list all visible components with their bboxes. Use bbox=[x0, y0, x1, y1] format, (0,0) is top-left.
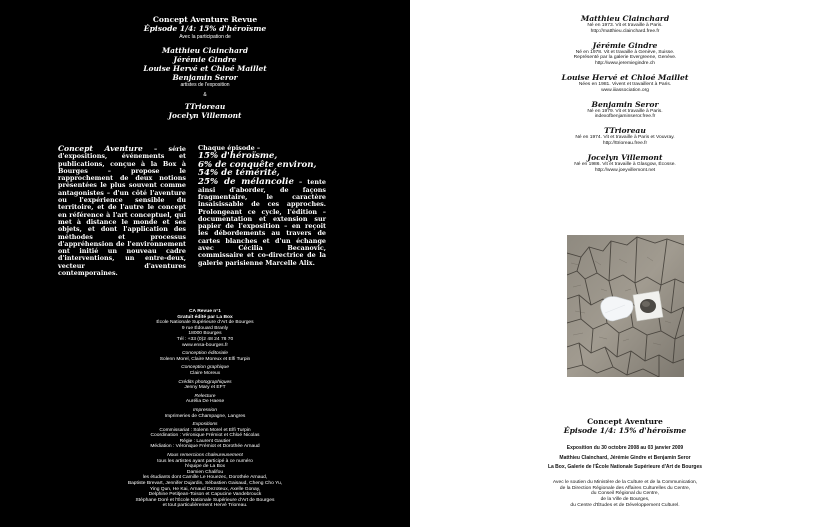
colophon-line: Conception graphique bbox=[181, 365, 229, 371]
exhibition-subtitle: Épisode 1/4: 15% d'héroïsme bbox=[563, 426, 687, 435]
exhibition-venue: La Box, Galerie de l'École Nationale Supérieure d'Art de Bourges bbox=[547, 464, 703, 471]
artist-bio-name: Matthieu Clainchard bbox=[580, 14, 670, 23]
artist-name: Matthieu Clainchard bbox=[161, 46, 248, 55]
artist-bio-line: Né en 1974. Vit et travaille à Paris et Vouvray. bbox=[575, 135, 675, 141]
artist-website-link[interactable]: http://matthieu.clainchard.free.fr bbox=[590, 28, 660, 34]
artist-bio-line: Né en 1978. Vit et travaille à Genève, Suisse. bbox=[575, 49, 675, 55]
artist-website-link[interactable]: http://www.jeremiegindre.ch bbox=[594, 61, 656, 67]
percentage-line: 15% d'héroïsme, bbox=[198, 151, 278, 162]
artist-bio-line: Nées en 1981. Vivent et travaillent à Paris. bbox=[578, 81, 672, 87]
colophon-line: Claire Moreux bbox=[189, 370, 221, 376]
artist-name: Jocelyn Villemont bbox=[168, 111, 242, 120]
artist-names bbox=[110, 46, 300, 82]
revue-header bbox=[110, 15, 300, 120]
artist-bio-name: Louise Hervé et Chloé Maillet bbox=[561, 72, 689, 82]
ampersand: & bbox=[203, 92, 207, 98]
right-page bbox=[410, 0, 820, 527]
colophon-line: Crédits photographiques bbox=[178, 379, 232, 385]
colophon-line: Impression bbox=[193, 407, 217, 413]
artist-bios bbox=[560, 14, 690, 179]
colophon-line: Aurélia De Haese bbox=[185, 399, 225, 405]
support-line: Avec le soutien du Ministère de la Culture et de la Communication, bbox=[552, 479, 698, 485]
artist-website-link[interactable]: www.iiiassociation.org bbox=[601, 87, 649, 93]
colophon-line: CA Revue n°1 bbox=[189, 309, 221, 314]
colophon-line: Régie : Laurent Gautier bbox=[179, 438, 231, 444]
colophon-line: Damien Chalifou bbox=[186, 469, 224, 475]
artist-website-link[interactable]: http://www.joeyvillemont.net bbox=[594, 167, 656, 173]
exhibition-info bbox=[530, 417, 720, 509]
percentage-line: 6% de conquête environ, bbox=[198, 159, 317, 170]
colophon-line: l'équipe de La Box bbox=[184, 464, 226, 470]
exhibition-artists: Matthieu Clainchard, Jérémie Gindre et Benjamin Seror bbox=[559, 454, 691, 461]
colophon-line: Conception éditoriale bbox=[182, 351, 228, 357]
episode-column bbox=[198, 145, 326, 267]
percentage-line: 54% de témérité, bbox=[198, 168, 280, 179]
artist-bio bbox=[560, 14, 690, 35]
artist-bio bbox=[560, 126, 690, 147]
colophon-line: Solenn Morel, Claire Moreux et Elfi Turpin bbox=[159, 356, 251, 362]
colophon-line: Jenny Mary et EFT bbox=[184, 385, 226, 391]
exhibition-details bbox=[530, 444, 720, 473]
artist-bio-name: TTrioreau bbox=[604, 126, 646, 136]
support-line: de la Direction Régionale des Affaires Culturelles du Centre, bbox=[559, 485, 691, 491]
colophon-line: Gratuit édité par La Box bbox=[177, 314, 233, 320]
colophon-line: 18000 Bourges bbox=[188, 331, 222, 337]
colophon-line: Expositions bbox=[192, 422, 218, 428]
colophon-line: les étudiants dont Camille Le Houezec, Dorothée Arnaud, bbox=[142, 475, 268, 481]
episode-text: – tente ainsi d'aborder, de façons fragmentaire, le caractère insaisissable de ces approches. Prolongeant ce cycle, l'édition – documentation et extension sur papier de l'exposition – en reçoit les débordements au travers de cartes blanches et d'un échange avec Cécilia Becanovic, commissaire et co-directrice de la galerie parisienne Marcelle Alix. bbox=[198, 178, 326, 267]
support-line: de la Ville de Bourges, bbox=[600, 497, 650, 503]
colophon-line: Tél : +33 (0)2 48 24 78 70 bbox=[176, 336, 234, 342]
artist-bio bbox=[560, 153, 690, 174]
colophon-line: Baptiste Brevart, Jennifer Dujardin, Sébastien Gaisaud, Cheng Cho Yu, bbox=[127, 481, 283, 487]
colophon-line: et tout particulièrement Hervé Trioreau. bbox=[162, 503, 248, 509]
cracked-earth-photo bbox=[567, 235, 684, 377]
colophon-line: www.ensa-bourges.fr bbox=[182, 342, 228, 348]
colophon-line: Coordination : Véronique Frémiot et Chloé Nicolas bbox=[150, 433, 260, 439]
artist-bio-line: Représenté par la galerie Evergreene, Genève. bbox=[573, 55, 677, 61]
colophon-line: Stéphane Doré et l'École Nationale Supérieure d'Art de Bourges bbox=[135, 497, 275, 503]
participation-label: Avec la participation de bbox=[179, 34, 231, 40]
revue-title: Concept Aventure Revue bbox=[152, 15, 258, 24]
colophon bbox=[100, 309, 310, 509]
colophon-line: tous les artistes ayant participé à ce numéro bbox=[157, 458, 253, 464]
colophon-line: École Nationale Supérieure d'Art de Bourges bbox=[156, 320, 254, 326]
artist-name: Jérémie Gindre bbox=[173, 55, 237, 64]
artist-name: TTrioreau bbox=[184, 102, 226, 111]
colophon-line: Delphine Petitjean-Toison et Capucine Vandebrouck bbox=[148, 492, 262, 498]
artist-name: Louise Hervé et Chloé Maillet bbox=[143, 64, 267, 73]
colophon-line: Médiation : Véronique Frémiot et Dorothée Arnaud bbox=[150, 444, 260, 450]
support-line: du Conseil Régional du Centre, bbox=[591, 491, 659, 497]
artist-website-link[interactable]: http://ttrioreau.free.fr bbox=[602, 140, 648, 146]
support-line: du Centre d'Études et de Développement Culturel. bbox=[570, 502, 680, 508]
percentage-line: 25% de mélancolie bbox=[198, 177, 294, 188]
colophon-line: Nous remercions chaleureusement bbox=[167, 453, 243, 459]
exhibition-dates: Exposition du 30 octobre 2008 au 03 janvier 2009 bbox=[566, 445, 684, 451]
concept-aventure-lead: Concept Aventure bbox=[58, 144, 143, 153]
episode-subtitle: Épisode 1/4: 15% d'héroïsme bbox=[143, 24, 267, 33]
artists-label: artistes de l'exposition bbox=[180, 82, 230, 88]
artist-bio bbox=[560, 73, 690, 94]
artist-bio-name: Jocelyn Villemont bbox=[587, 152, 663, 162]
exhibition-title: Concept Aventure bbox=[587, 417, 663, 426]
support-credits bbox=[530, 480, 720, 509]
intro-text: – série d'expositions, événements et publications, conçue à la Box à Bourges – propose le rapprochement de deux notions présentées le plus souvent comme antagonistes – d'un côté l'aventure ou l'expérience sensible du territoire, et de l'autre le concept en référence à l'art conceptuel, qui met à distance le monde et ses objets, et dont l'application des méthodes et processus d'appréhension de l'environnement ont initié un nouveau cadre d'interventions, un entre-deux, vecteur d'aventures contemporaines. bbox=[58, 145, 186, 278]
artist-names-2 bbox=[110, 102, 300, 120]
artist-bio-line: Né en 1986. Vit et travaille à Glasgow, Écosse. bbox=[574, 161, 676, 167]
episode-intro: Chaque épisode – bbox=[198, 144, 261, 152]
colophon-line: Imprimeries de Champagne, Langres bbox=[164, 413, 246, 419]
intro-column bbox=[58, 145, 186, 277]
artist-website-link: indexofbenjaminseror.free.fr bbox=[594, 114, 656, 120]
artist-bio bbox=[560, 41, 690, 67]
colophon-line: Commissariat : Solenn Morel et Elfi Turpin bbox=[159, 427, 251, 433]
artist-bio-name: Jérémie Gindre bbox=[592, 40, 658, 50]
artist-bio-line: Né en 1973. Vit et travaille à Paris. bbox=[587, 23, 663, 28]
colophon-line: Ying Qun, He Kai, Arnaud Dezoteux, Axelle Gonay, bbox=[149, 486, 261, 492]
artist-bio-line: Né en 1979. Vit et travaille à Paris. bbox=[587, 108, 663, 114]
artist-bio-name: Benjamin Seror bbox=[591, 99, 659, 109]
artist-bio bbox=[560, 100, 690, 121]
artist-name: Benjamin Seror bbox=[172, 73, 238, 82]
colophon-line: Relecture bbox=[194, 393, 216, 399]
colophon-line: 9 rue Édouard Branly bbox=[181, 325, 229, 331]
